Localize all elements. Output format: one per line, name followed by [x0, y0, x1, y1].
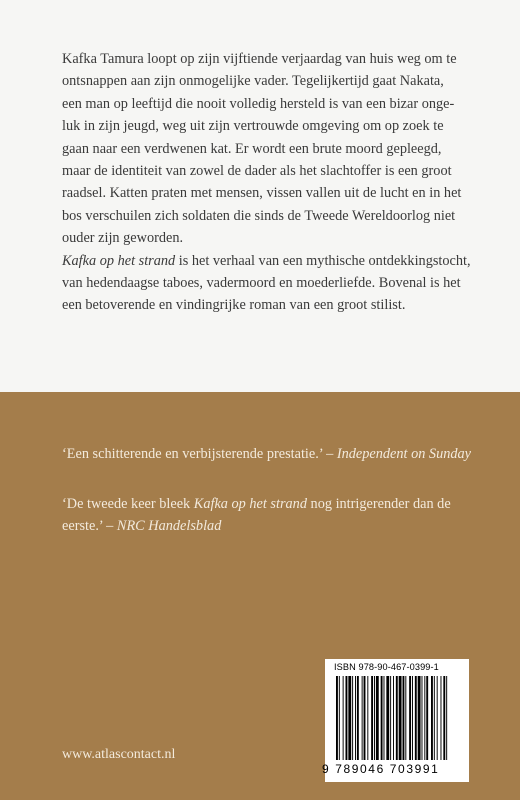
- barcode-bar: [352, 676, 353, 760]
- barcode-bar: [399, 676, 402, 760]
- barcode-bar: [409, 676, 411, 760]
- blurb-line: gaan naar een verdwenen kat. Er wordt een brute moord gepleegd,: [62, 140, 442, 157]
- blurb-line: van hedendaagse taboes, vadermoord en moederliefde. Bovenal is het: [62, 275, 461, 292]
- blurb-line: luk in zijn jeugd, weg uit zijn vertrouwde omgeving om op zoek te: [62, 118, 444, 135]
- barcode-bar: [405, 676, 406, 760]
- quote-text: ‘Een schitterende en verbijsterende prestatie.’ –: [62, 446, 337, 462]
- barcode-bar: [346, 676, 348, 760]
- book-title: Kafka op het strand: [62, 252, 176, 269]
- barcode-bar: [371, 676, 373, 760]
- synopsis-paragraph-2: [62, 250, 482, 317]
- barcode: [336, 676, 459, 760]
- barcode-bar: [355, 676, 356, 760]
- barcode-bar: [343, 676, 344, 760]
- barcode-bar: [336, 676, 338, 760]
- blurb-line: maar de identiteit van zowel de dader als het slachtoffer is een groot: [62, 163, 452, 180]
- barcode-bar: [437, 676, 438, 760]
- quote-text: eerste.’ –: [62, 518, 117, 534]
- barcode-bar: [396, 676, 398, 760]
- quote-text: ‘De tweede keer bleek: [62, 496, 194, 512]
- blurb-line: een betoverende en vindingrijke roman van een groot stilist.: [62, 297, 406, 314]
- blurb-line: bos verschuilen zich soldaten die sinds de Tweede Wereldoorlog niet: [62, 207, 456, 224]
- barcode-bar: [364, 676, 366, 760]
- barcode-bar: [362, 676, 363, 760]
- barcode-bar: [418, 676, 421, 760]
- blurb-line: raadsel. Katten praten met mensen, vissen vallen uit de lucht en in het: [62, 185, 462, 202]
- barcode-bar: [376, 676, 379, 760]
- blurb-line: een man op leeftijd die nooit volledig hersteld is van een bizar onge-: [62, 95, 455, 112]
- barcode-bar: [339, 676, 340, 760]
- blurb-line: is het verhaal van een mythische ontdekkingstocht,: [175, 252, 471, 269]
- barcode-bar: [357, 676, 359, 760]
- synopsis: [62, 48, 482, 317]
- quote-source: NRC Handelsblad: [116, 518, 222, 534]
- barcode-bar: [367, 676, 368, 760]
- barcode-bar: [441, 676, 442, 760]
- blurb-line: ontsnappen aan zijn onmogelijke vader. Tegelijkertijd gaat Nakata,: [62, 73, 444, 90]
- barcode-bar: [412, 676, 413, 760]
- blurb-line: ouder zijn geworden.: [62, 230, 184, 247]
- barcode-digits: 9 789046 703991: [322, 762, 440, 776]
- review-quote-2: [62, 493, 492, 537]
- barcode-bar: [422, 676, 423, 760]
- barcode-bar: [424, 676, 425, 760]
- quote-source: Independent on Sunday: [336, 446, 472, 462]
- synopsis-paragraph-1: [62, 48, 482, 250]
- barcode-bar: [348, 676, 351, 760]
- barcode-bar: [393, 676, 394, 760]
- barcode-bar: [434, 676, 435, 760]
- barcode-bar: [446, 676, 447, 760]
- barcode-bar: [381, 676, 383, 760]
- barcode-bar: [443, 676, 445, 760]
- publisher-website[interactable]: www.atlascontact.nl: [62, 747, 176, 762]
- isbn-label: ISBN 978-90-467-0399-1: [334, 662, 439, 672]
- quote-text: nog intrigerender dan de: [306, 496, 451, 512]
- barcode-bar: [431, 676, 433, 760]
- barcode-bar: [390, 676, 391, 760]
- barcode-bar: [374, 676, 375, 760]
- blurb-line: Kafka Tamura loopt op zijn vijftiende verjaardag van huis weg om te: [62, 51, 457, 67]
- barcode-bar: [403, 676, 405, 760]
- review-quote-1: [62, 443, 492, 465]
- barcode-bar: [384, 676, 385, 760]
- barcode-bar: [386, 676, 389, 760]
- barcode-bar: [426, 676, 428, 760]
- barcode-bar: [415, 676, 417, 760]
- book-title: Kafka op het strand: [193, 496, 307, 512]
